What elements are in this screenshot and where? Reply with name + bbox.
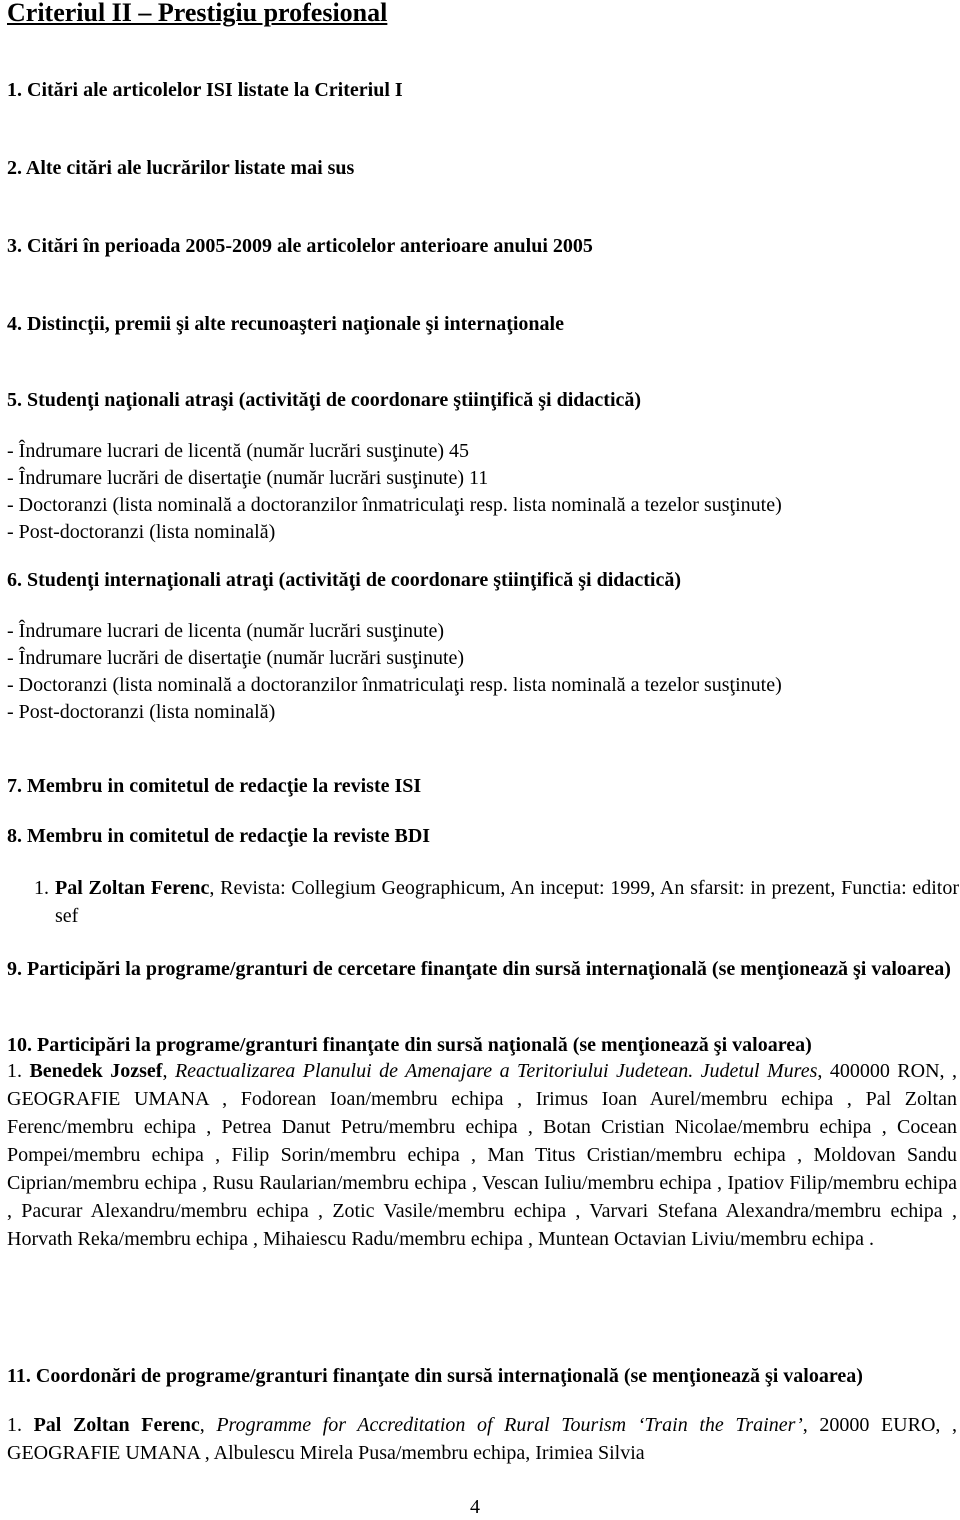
- entry-number: 1.: [7, 1060, 30, 1082]
- item-6-heading: 6. Studenţi internaţionali atraţi (activităţi de coordonare ştiinţifică şi didactică): [7, 569, 682, 591]
- entry-number: 1.: [7, 1414, 34, 1436]
- entry-separator: ,: [162, 1060, 175, 1082]
- entry-text: , 400000 RON, , GEOGRAFIE UMANA , Fodorean Ioan/membru echipa , Irimus Ioan Aurel/membru echipa , Pal Zoltan Ferenc/membru echipa , Petrea Danut Petru/membru echipa , Botan Cristian Nicolae/membru echipa , Cocean Pompei/membru echipa , Filip Sorin/membru echipa , Man Titus Cristian/membru echipa , Moldovan Sandu Ciprian/membru echipa , Rusu Raularian/membru echipa , Vescan Iuliu/membru echipa , Ipatiov Filip/membru echipa , Pacurar Alexandru/membru echipa , Zotic Vasile/membru echipa , Varvari Stefana Alexandra/membru echipa , Horvath Reka/membru echipa , Mihaiescu Radu/membru echipa , Muntean Octavian Liviu/membru echipa .: [7, 1060, 958, 1250]
- item-5-line-4: - Post-doctoranzi (lista nominală): [7, 521, 276, 543]
- entry-project-title: Reactualizarea Planului de Amenajare a Teritoriului Judetean. Judetul Mures: [174, 1060, 818, 1082]
- entry-name: Pal Zoltan Ferenc: [55, 877, 210, 899]
- entry-project-title: Programme for Accreditation of Rural Tourism ‘Train the Trainer’: [216, 1414, 803, 1436]
- page-title: Criteriul II – Prestigiu profesional: [7, 0, 388, 27]
- item-5-line-1: - Îndrumare lucrari de licentă (număr lucrări susţinute) 45: [7, 440, 470, 462]
- item-10-entry: [7, 1057, 957, 1253]
- item-8-heading: 8. Membru in comitetul de redacţie la reviste BDI: [7, 825, 431, 847]
- item-3-heading: 3. Citări în perioada 2005-2009 ale articolelor anterioare anului 2005: [7, 235, 593, 257]
- entry-name: Pal Zoltan Ferenc: [33, 1414, 200, 1436]
- entry-text: , 20000 EURO, , GEOGRAFIE UMANA , Albulescu Mirela Pusa/membru echipa, Irimiea Silvia: [7, 1414, 957, 1464]
- item-5-line-3: - Doctoranzi (lista nominală a doctoranzilor înmatriculaţi resp. lista nominală a tezelor susţinute): [7, 494, 782, 516]
- item-11-entry: [7, 1411, 957, 1467]
- entry-text: , Revista: Collegium Geographicum, An inceput: 1999, An sfarsit: in prezent, Functia: editor sef: [55, 877, 959, 927]
- item-10-heading: 10. Participări la programe/granturi finanţate din sursă naţională (se menţionează şi valoarea): [7, 1034, 812, 1056]
- item-6-line-3: - Doctoranzi (lista nominală a doctoranzilor înmatriculaţi resp. lista nominală a tezelor susţinute): [7, 674, 782, 696]
- item-4-heading: 4. Distincţii, premii şi alte recunoaşteri naţionale şi internaţionale: [7, 313, 564, 335]
- item-6-line-2: - Îndrumare lucrări de disertaţie (număr lucrări susţinute): [7, 647, 465, 669]
- item-2-heading: 2. Alte citări ale lucrărilor listate mai sus: [7, 157, 355, 179]
- entry-number: 1.: [34, 877, 49, 899]
- item-11-heading: 11. Coordonări de programe/granturi finanţate din sursă internaţională (se menţionează şi valoarea): [7, 1365, 863, 1387]
- item-5-line-2: - Îndrumare lucrări de disertaţie (număr lucrări susţinute) 11: [7, 467, 489, 489]
- item-1-heading: 1. Citări ale articolelor ISI listate la Criteriul I: [7, 79, 403, 101]
- page-number: 4: [470, 1496, 480, 1518]
- item-8-entry: [34, 874, 959, 930]
- entry-separator: ,: [199, 1414, 217, 1436]
- item-9-heading: 9. Participări la programe/granturi de cercetare finanţate din sursă internaţională (se menţionează şi valoarea): [7, 958, 951, 980]
- item-6-line-1: - Îndrumare lucrari de licenta (număr lucrări susţinute): [7, 620, 445, 642]
- item-6-line-4: - Post-doctoranzi (lista nominală): [7, 701, 276, 723]
- item-5-heading: 5. Studenţi naţionali atraşi (activităţi de coordonare ştiinţifică şi didactică): [7, 389, 642, 411]
- item-7-heading: 7. Membru in comitetul de redacţie la reviste ISI: [7, 775, 422, 797]
- entry-name: Benedek Jozsef: [29, 1060, 163, 1082]
